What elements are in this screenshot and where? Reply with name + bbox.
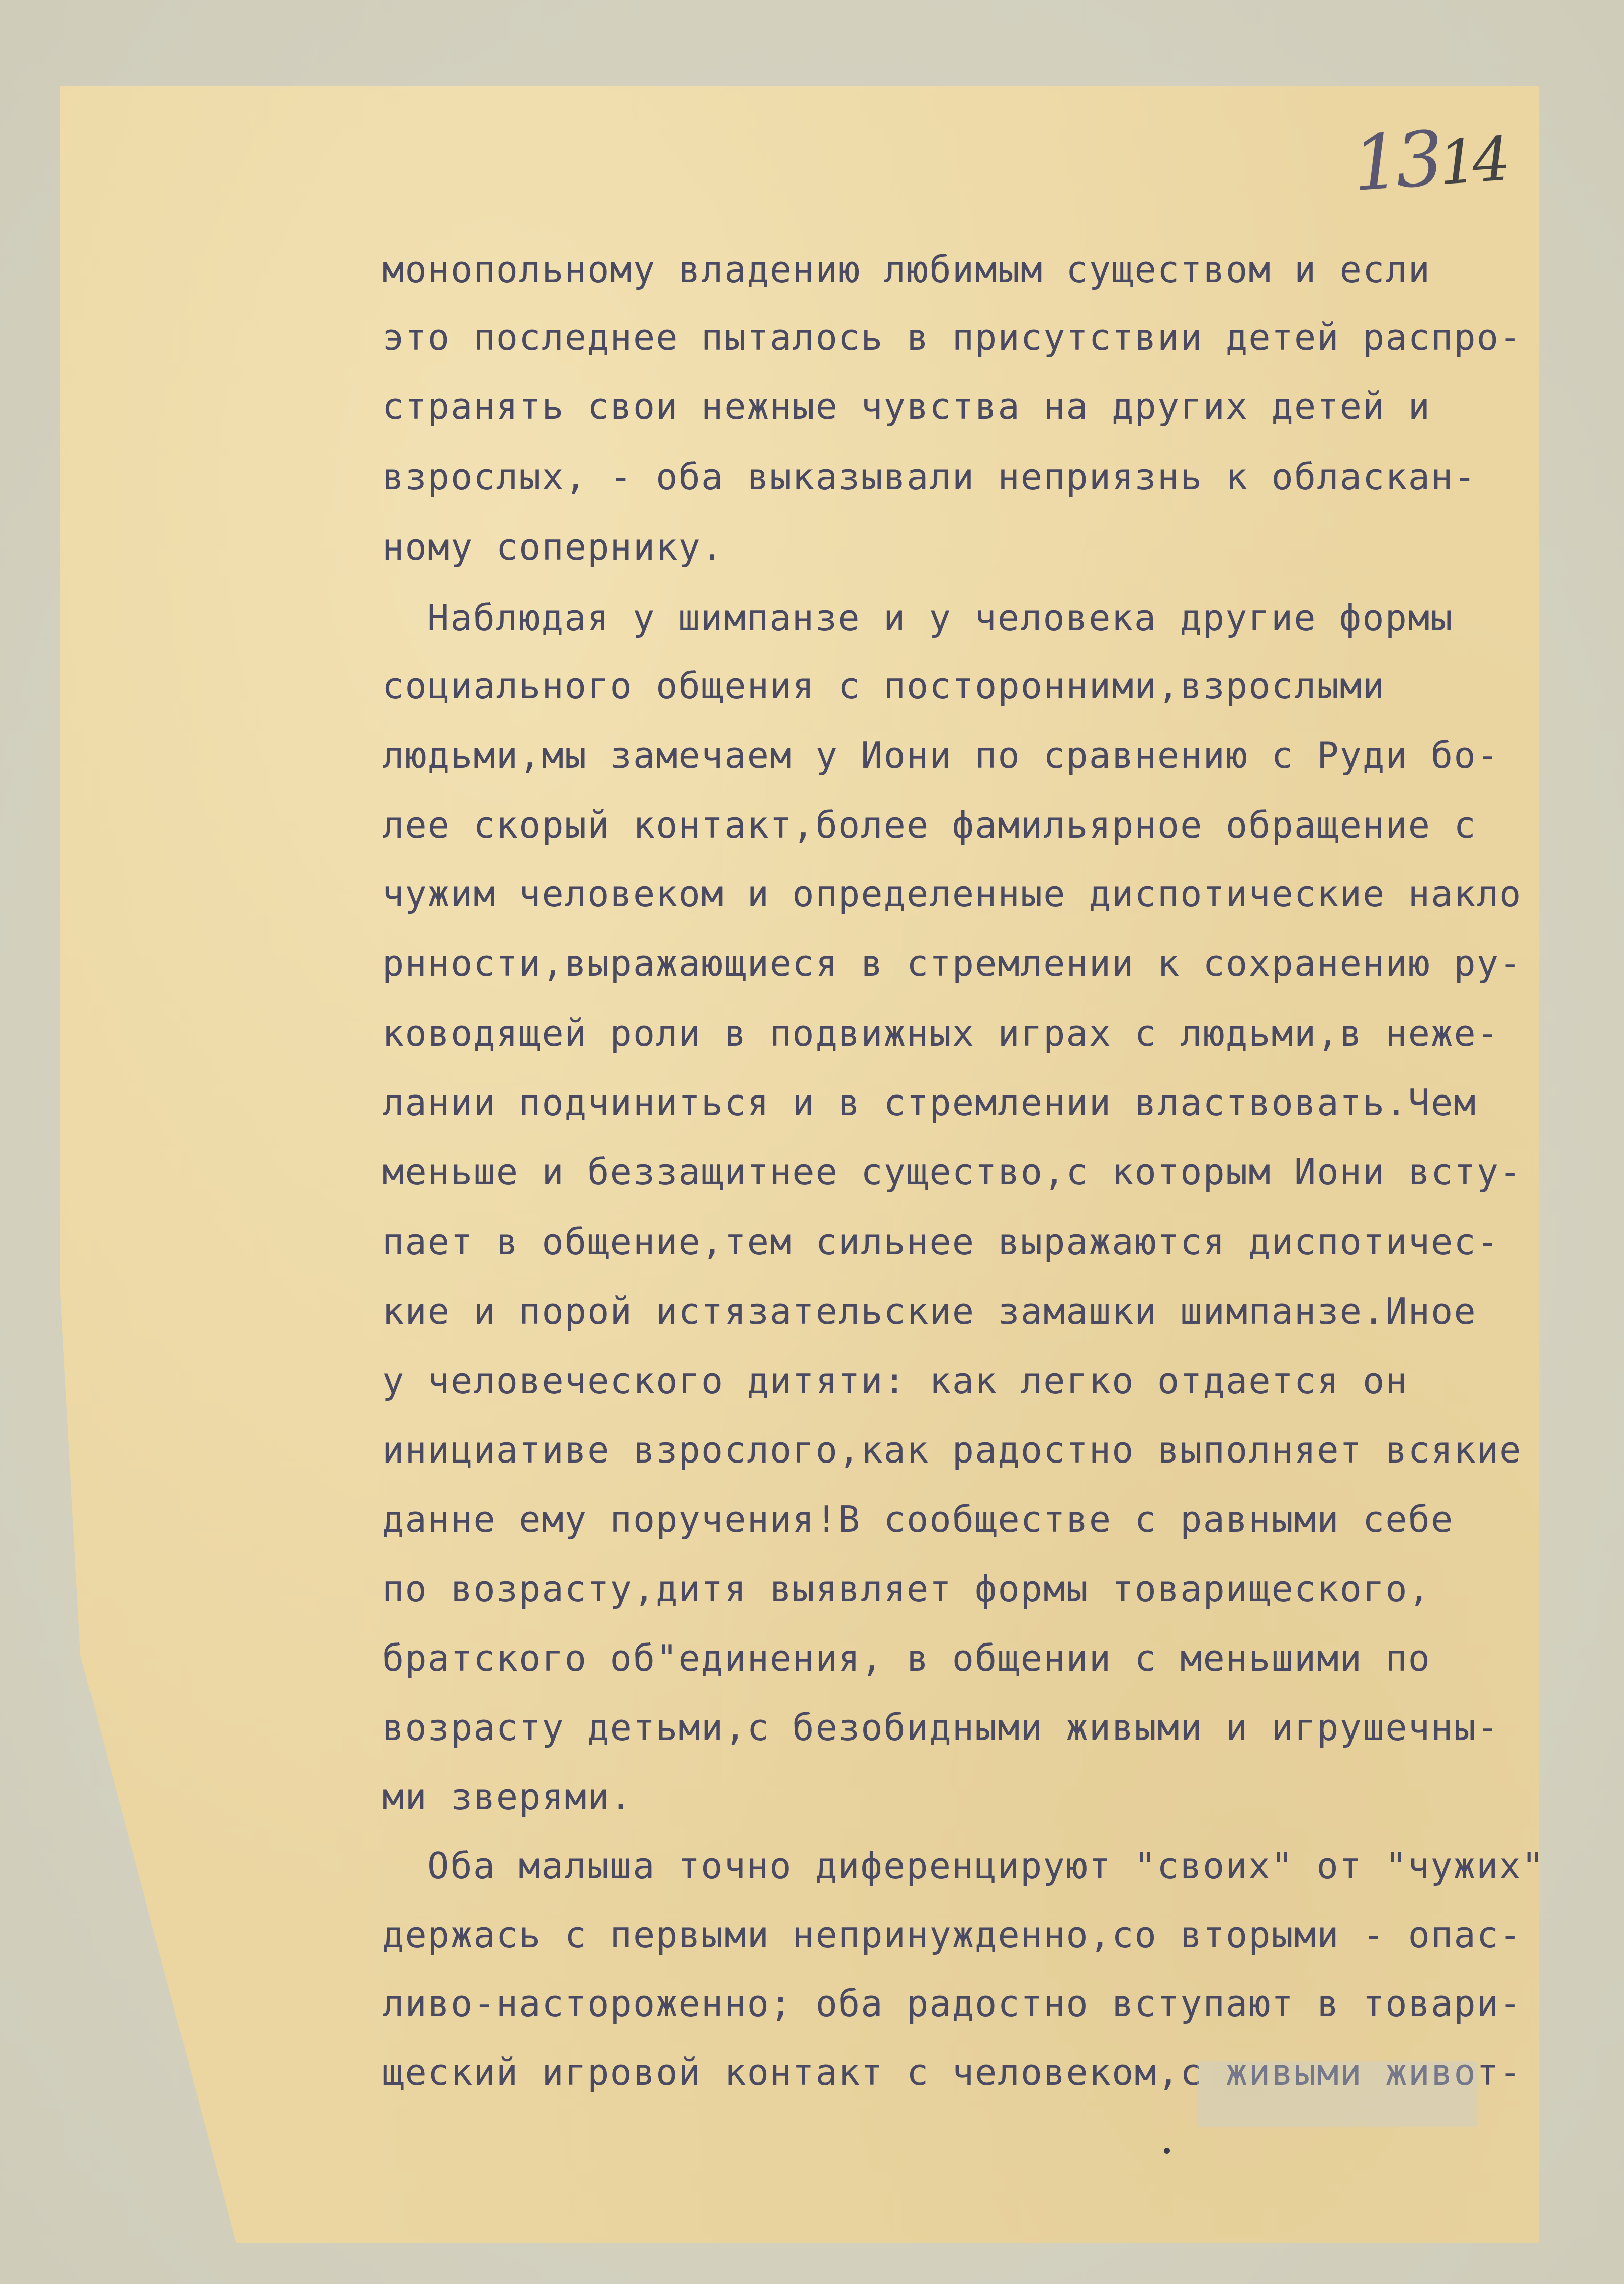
text-line: щеский игровой контакт с человеком,с живыми живот- — [382, 2051, 1522, 2093]
folio-number-current: 13 — [1349, 115, 1441, 209]
text-line: лании подчиниться и в стремлении властвовать.Чем — [382, 1081, 1477, 1124]
text-line: чужим человеком и определенные диспотические накло — [382, 873, 1522, 915]
text-line: меньше и беззащитнее существо,с которым Иони всту- — [382, 1151, 1522, 1193]
text-line: пает в общение,тем сильнее выражаются диспотичес- — [382, 1221, 1500, 1263]
faded-stamp — [1197, 2061, 1478, 2127]
text-line: Наблюдая у шимпанзе и у человека другие формы — [427, 597, 1454, 639]
text-line: у человеческого дитяти: как легко отдается он — [382, 1359, 1408, 1402]
text-line: ководящей роли в подвижных играх с людьми,в неже- — [382, 1012, 1500, 1054]
text-line: социального общения с посторонними,взрослыми — [382, 665, 1386, 707]
text-line: Оба малыша точно диференцируют "своих" от "чужих" — [427, 1845, 1545, 1887]
text-line: ливо-настороженно; оба радостно вступают в товари- — [382, 1982, 1522, 2025]
text-line: данне ему поручения!В сообществе с равными себе — [382, 1498, 1454, 1540]
text-line: кие и порой истязательские замашки шимпанзе.Иное — [382, 1290, 1477, 1332]
text-line: инициативе взрослого,как радостно выполняет всякие — [382, 1429, 1522, 1471]
text-line: взрослых, - оба выказывали неприязнь к обласкан- — [382, 455, 1477, 498]
text-line: лее скорый контакт,более фамильярное обращение с — [382, 804, 1477, 846]
text-line: возрасту детьми,с безобидными живыми и игрушечны- — [382, 1706, 1500, 1749]
text-line: братского об"единения, в общении с меньшими по — [382, 1637, 1431, 1679]
folio-number — [1349, 111, 1508, 209]
text-line: людьми,мы замечаем у Иони по сравнению с Руди бо- — [382, 734, 1500, 776]
ink-dot — [1164, 2148, 1170, 2154]
folio-number-overwritten: 14 — [1436, 124, 1508, 199]
text-line: держась с первыми непринужденно,со вторыми - опас- — [382, 1913, 1522, 1956]
text-line: монопольному владению любимым существом и если — [382, 248, 1431, 291]
text-line: по возрасту,дитя выявляет формы товарищеского, — [382, 1568, 1431, 1610]
text-line: рнности,выражающиеся в стремлении к сохранению ру- — [382, 942, 1522, 984]
text-line: это последнее пыталось в присутствии детей распро- — [382, 316, 1522, 358]
text-line: ному сопернику. — [382, 526, 725, 568]
text-line: странять свои нежные чувства на других детей и — [382, 385, 1431, 427]
text-line: ми зверями. — [382, 1776, 633, 1818]
